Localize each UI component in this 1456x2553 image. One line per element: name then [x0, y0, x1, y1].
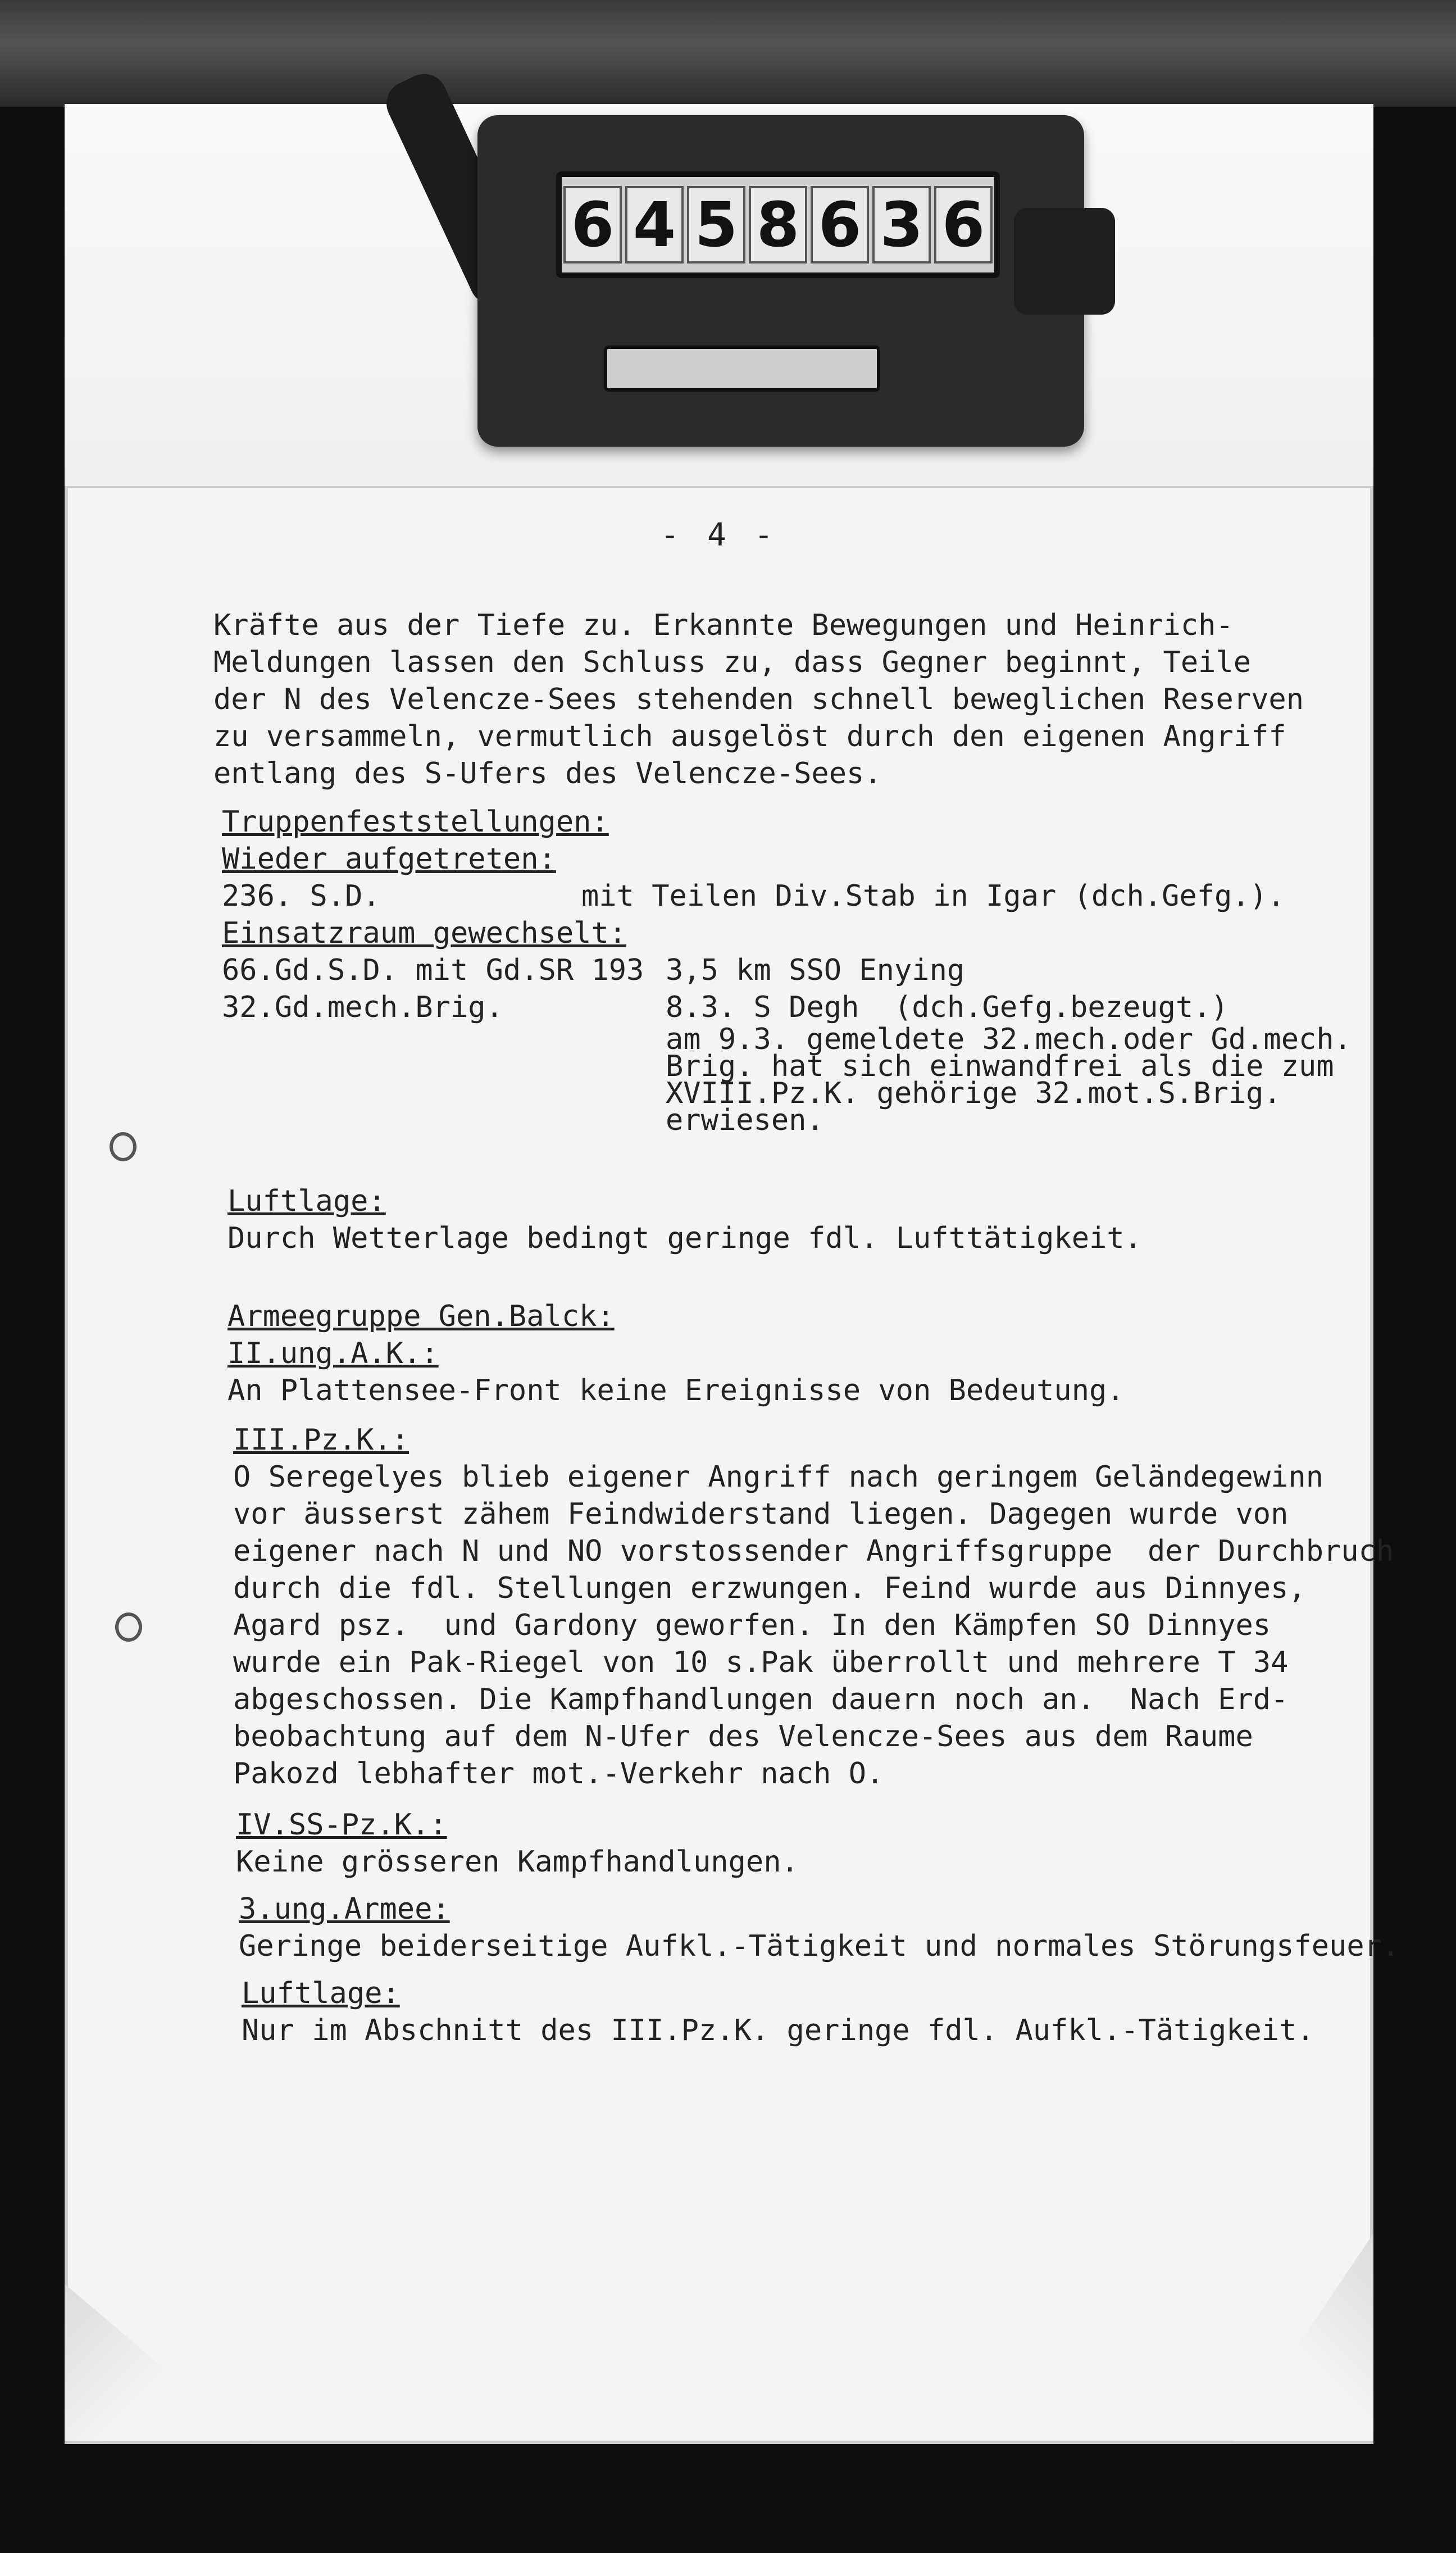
wieder-heading: Wieder aufgetreten:: [222, 842, 556, 876]
armeegruppe-heading: Armeegruppe Gen.Balck:: [228, 1300, 615, 1333]
page-fold-bottom-right: [1233, 2233, 1373, 2441]
ung-armee-text: Geringe beiderseitige Aufkl.-Tätigkeit und normales Störungsfeuer.: [239, 1929, 1400, 1963]
wieder-detail: mit Teilen Div.Stab in Igar (dch.Gefg.).: [581, 879, 1285, 913]
intro-line: Kräfte aus der Tiefe zu. Erkannte Bewegungen und Heinrich-: [213, 608, 1234, 642]
intro-line: Meldungen lassen den Schluss zu, dass Gegner beginnt, Teile: [213, 646, 1252, 679]
counter-digit: 3: [872, 186, 931, 264]
iii-pzk-line: Agard psz. und Gardony geworfen. In den Kämpfen SO Dinnyes: [233, 1609, 1271, 1642]
iii-pzk-line: vor äusserst zähem Feindwiderstand liegen. Dagegen wurde von: [233, 1497, 1289, 1531]
note-line: am 9.3. gemeldete 32.mech.oder Gd.mech.: [666, 1023, 1352, 1056]
einsatz-heading: Einsatzraum gewechselt:: [222, 916, 627, 950]
note-line: XVIII.Pz.K. gehörige 32.mot.S.Brig.: [666, 1076, 1281, 1110]
truppen-heading: Truppenfeststellungen:: [222, 805, 609, 839]
iii-pzk-line: wurde ein Pak-Riegel von 10 s.Pak überrollt und mehrere T 34: [233, 1646, 1289, 1679]
luftlage-heading: Luftlage:: [228, 1184, 386, 1218]
einsatz-detail-2: 8.3. S Degh (dch.Gefg.bezeugt.): [666, 991, 1229, 1024]
counter-digit: 6: [563, 186, 622, 264]
counter-digit: 6: [811, 186, 870, 264]
page-number: - 4 -: [660, 517, 778, 553]
iii-pzk-line: durch die fdl. Stellungen erzwungen. Feind wurde aus Dinnyes,: [233, 1571, 1306, 1605]
note-line: erwiesen.: [666, 1103, 824, 1137]
page-fold-bottom-left: [65, 2284, 250, 2441]
punch-hole: [115, 1612, 142, 1642]
ung-armee-heading: 3.ung.Armee:: [239, 1892, 450, 1926]
iii-pzk-line: beobachtung auf dem N-Ufer des Velencze-Sees aus dem Raume: [233, 1720, 1253, 1754]
luftlage2-heading: Luftlage:: [242, 1977, 400, 2010]
note-line: Brig. hat sich einwandfrei als die zum: [666, 1050, 1334, 1083]
frame-counter-device: [477, 115, 1084, 447]
counter-knob: [1014, 208, 1115, 315]
counter-digit: 6: [934, 186, 993, 264]
iii-pzk-line: O Seregelyes blieb eigener Angriff nach geringem Geländegewinn: [233, 1460, 1324, 1494]
iii-pzk-line: eigener nach N und NO vorstossender Angriffsgruppe der Durchbruch: [233, 1534, 1394, 1568]
iii-pzk-line: Pakozd lebhafter mot.-Verkehr nach O.: [233, 1757, 884, 1791]
intro-line: zu versammeln, vermutlich ausgelöst durch den eigenen Angriff: [213, 720, 1286, 753]
einsatz-unit-2: 32.Gd.mech.Brig.: [222, 991, 503, 1024]
einsatz-detail-1: 3,5 km SSO Enying: [666, 953, 965, 987]
iii-pzk-heading: III.Pz.K.:: [233, 1423, 410, 1457]
wieder-unit: 236. S.D.: [222, 879, 380, 913]
einsatz-unit-1: 66.Gd.S.D. mit Gd.SR 193: [222, 953, 644, 987]
iii-pzk-line: abgeschossen. Die Kampfhandlungen dauern noch an. Nach Erd-: [233, 1683, 1289, 1716]
luftlage-text: Durch Wetterlage bedingt geringe fdl. Lufttätigkeit.: [228, 1221, 1142, 1255]
header-photo: [65, 104, 1373, 488]
intro-line: der N des Velencze-Sees stehenden schnell beweglichen Reserven: [213, 683, 1304, 716]
counter-digit: 4: [625, 186, 684, 264]
film-frame-edge: [0, 0, 1456, 107]
ii-ung-ak-text: An Plattensee-Front keine Ereignisse von Bedeutung.: [228, 1374, 1125, 1407]
document-page: [65, 104, 1400, 2444]
iv-ss-pzk-text: Keine grösseren Kampfhandlungen.: [236, 1845, 799, 1879]
counter-digit: 8: [749, 186, 808, 264]
counter-label-plate: [604, 346, 880, 392]
counter-digit: 5: [687, 186, 746, 264]
iv-ss-pzk-heading: IV.SS-Pz.K.:: [236, 1808, 447, 1842]
intro-line: entlang des S-Ufers des Velencze-Sees.: [213, 757, 882, 791]
ii-ung-ak-heading: II.ung.A.K.:: [228, 1337, 439, 1370]
punch-hole: [110, 1132, 136, 1161]
luftlage2-text: Nur im Abschnitt des III.Pz.K. geringe fdl. Aufkl.-Tätigkeit.: [242, 2014, 1314, 2047]
counter-window: [556, 171, 1000, 278]
